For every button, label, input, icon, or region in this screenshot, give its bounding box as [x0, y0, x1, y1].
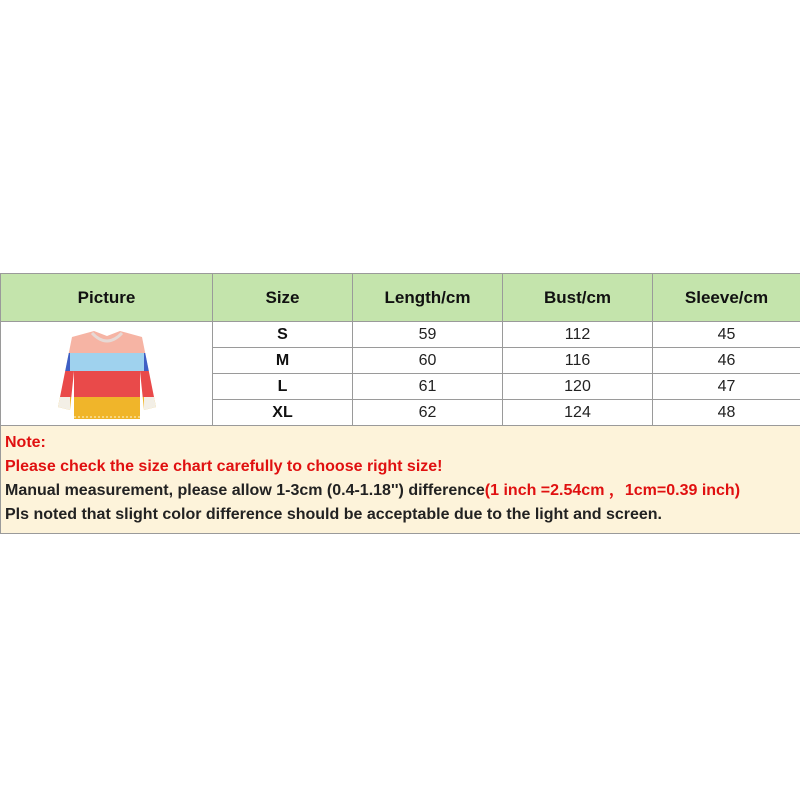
note-line-size-check: Please check the size chart carefully to choose right size! — [5, 458, 443, 475]
header-row — [1, 274, 800, 322]
length-cell: 62 — [353, 400, 503, 426]
size-cell: L — [213, 374, 353, 400]
size-cell: S — [213, 322, 353, 348]
header-bust: Bust/cm — [503, 274, 653, 322]
product-picture-cell — [1, 322, 213, 426]
bust-cell: 116 — [503, 348, 653, 374]
size-chart-table — [0, 273, 800, 534]
note-row — [1, 426, 800, 534]
sleeve-cell: 48 — [653, 400, 800, 426]
bust-cell: 120 — [503, 374, 653, 400]
header-size: Size — [213, 274, 353, 322]
length-cell: 61 — [353, 374, 503, 400]
sleeve-cell: 46 — [653, 348, 800, 374]
note-line-color: Pls noted that slight color difference should be acceptable due to the light and screen. — [5, 506, 662, 523]
length-cell: 59 — [353, 322, 503, 348]
length-cell: 60 — [353, 348, 503, 374]
sleeve-cell: 47 — [653, 374, 800, 400]
size-cell: XL — [213, 400, 353, 426]
note-conversion-text: (1 inch =2.54cm ，1cm=0.39 inch) — [484, 482, 741, 499]
note-label: Note: — [5, 434, 46, 451]
header-picture: Picture — [1, 274, 213, 322]
header-length: Length/cm — [353, 274, 503, 322]
note-cell — [1, 426, 800, 534]
table-row — [1, 322, 800, 348]
striped-sweater-image — [52, 327, 162, 421]
bust-cell: 112 — [503, 322, 653, 348]
note-measurement-text: Manual measurement, please allow 1-3cm (0.4-1.18'') difference — [5, 482, 485, 499]
note-line-measurement — [5, 479, 796, 503]
bust-cell: 124 — [503, 400, 653, 426]
size-cell: M — [213, 348, 353, 374]
header-sleeve: Sleeve/cm — [653, 274, 800, 322]
sleeve-cell: 45 — [653, 322, 800, 348]
